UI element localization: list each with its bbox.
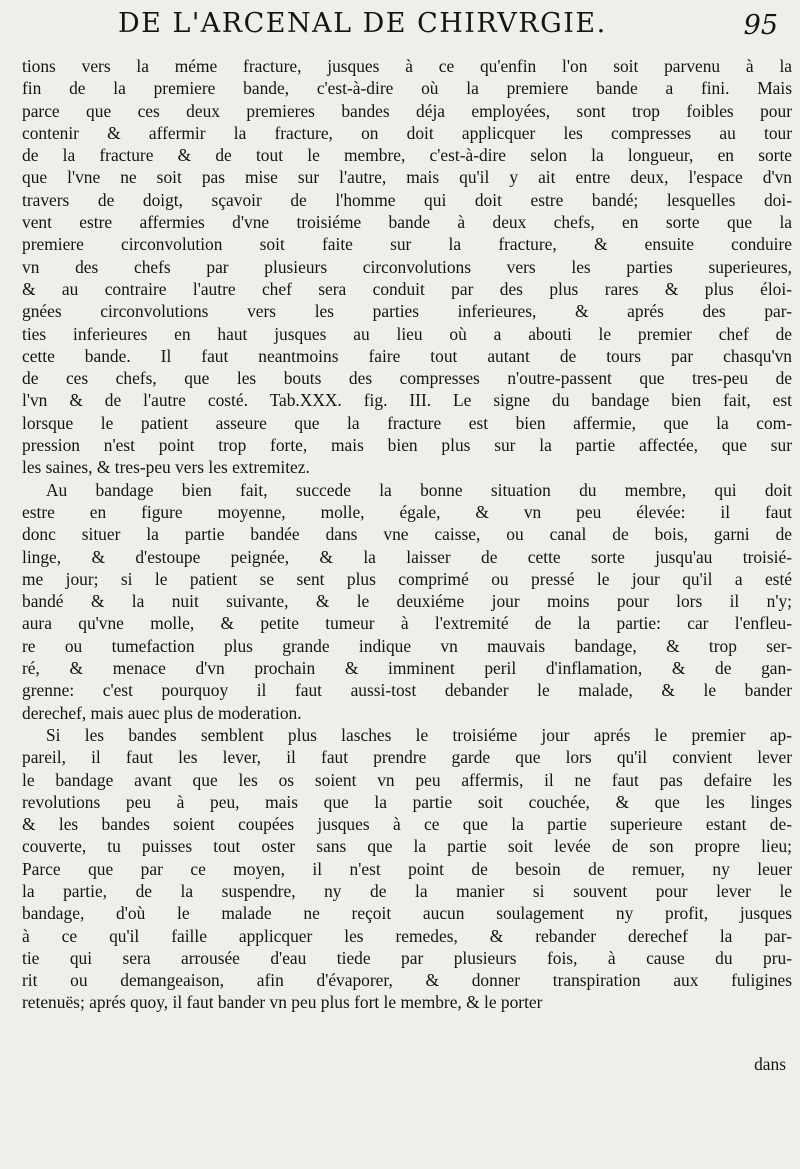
text-line: Parce que par ce moyen, il n'est point de besoin de remuer, ny leuer xyxy=(22,858,792,879)
text-line: pareil, il faut les lever, il faut prendre garde que lors qu'il convient lever xyxy=(22,747,792,768)
text-line: lorsque le patient asseure que la fracture est bien affermie, que la com- xyxy=(22,412,792,433)
text-line: estre en figure moyenne, molle, égale, & vn peu élevée: il faut xyxy=(22,501,792,522)
text-line: tions vers la méme fracture, jusques à ce qu'enfin l'on soit parvenu à la xyxy=(22,56,792,76)
text-line: aura qu'vne molle, & petite tumeur à l'extremité de la partie: car l'enfleu- xyxy=(22,613,792,634)
text-line: & les bandes soient coupées jusques à ce que la partie superieure estant de- xyxy=(22,814,792,835)
text-line: fin de la premiere bande, c'est-à-dire où la premiere bande a fini. Mais xyxy=(22,78,792,99)
running-head xyxy=(0,8,800,48)
text-line: de la fracture & de tout le membre, c'est-à-dire selon la longueur, en sorte xyxy=(22,145,792,166)
text-line: re ou tumefaction plus grande indique vn mauvais bandage, & trop ser- xyxy=(22,635,792,656)
text-line: premiere circonvolution soit faite sur la fracture, & ensuite conduire xyxy=(22,234,792,255)
text-line: pression n'est point trop forte, mais bien plus sur la partie affectée, que sur xyxy=(22,435,792,456)
text-line: me jour; si le patient se sent plus comprimé ou pressé le jour qu'il a esté xyxy=(22,568,792,589)
text-line: bandage, d'où le malade ne reçoit aucun soulagement ny profit, jusques xyxy=(22,903,792,924)
text-line: vent estre affermies d'vne troisiéme bande à deux chefs, en sorte que la xyxy=(22,212,792,233)
text-line: l'vn & de l'autre costé. Tab.XXX. fig. III. Le signe du bandage bien fait, est xyxy=(22,390,792,411)
text-line: couverte, tu puisses tout oster sans que la partie soit levée de son propre lieu; xyxy=(22,836,792,857)
text-line: donc situer la partie bandée dans vne caisse, ou canal de bois, garni de xyxy=(22,524,792,545)
text-line: les saines, & tres-peu vers les extremitez. xyxy=(22,457,310,478)
text-line: vn des chefs par plusieurs circonvolutions vers les parties superieures, xyxy=(22,256,792,277)
text-line: travers de doigt, sçavoir de l'homme qui doit estre bandé; lesquelles doi- xyxy=(22,189,792,210)
catchword: dans xyxy=(754,1054,786,1074)
text-line: derechef, mais auec plus de moderation. xyxy=(22,702,302,723)
text-line: bandé & la nuit suivante, & le deuxiéme jour moins pour lors il n'y; xyxy=(22,591,792,612)
text-line: ties inferieures en haut jusques au lieu où a abouti le premier chef de xyxy=(22,323,792,344)
text-line: la partie, de la suspendre, ny de la manier si souvent pour lever le xyxy=(22,880,792,901)
body-text xyxy=(22,55,792,1014)
paragraph xyxy=(22,479,792,724)
text-line: retenuës; aprés quoy, il faut bander vn peu plus fort le membre, & le porter xyxy=(22,992,543,1013)
text-line: Si les bandes semblent plus lasches le troisiéme jour aprés le premier ap- xyxy=(46,724,792,745)
text-line: gnées circonvolutions vers les parties inferieures, & aprés des par- xyxy=(22,301,792,322)
page-number: 95 xyxy=(743,10,778,41)
paragraph xyxy=(22,724,792,1014)
text-line: tie qui sera arrousée d'eau tiede par plusieurs fois, à cause du pru- xyxy=(22,947,792,968)
text-line: ré, & menace d'vn prochain & imminent peril d'inflamation, & de gan- xyxy=(22,658,792,679)
text-line: rit ou demangeaison, afin d'évaporer, & donner transpiration aux fuligines xyxy=(22,970,792,991)
text-line: contenir & affermir la fracture, on doit applicquer les compresses au tour xyxy=(22,122,792,143)
text-line: Au bandage bien fait, succede la bonne situation du membre, qui doit xyxy=(46,479,792,500)
text-line: & au contraire l'autre chef sera conduit par des plus rares & plus éloi- xyxy=(22,278,792,299)
running-title: DE L'ARCENAL DE CHIRVRGIE. xyxy=(118,8,607,39)
text-line: linge, & d'estoupe peignée, & la laisser de cette sorte jusqu'au troisié- xyxy=(22,546,792,567)
text-line: que l'vne ne soit pas mise sur l'autre, mais qu'il y ait entre deux, l'espace d'vn xyxy=(22,167,792,188)
text-line: à ce qu'il faille applicquer les remedes, & rebander derechef la par- xyxy=(22,925,792,946)
text-line: parce que ces deux premieres bandes déja employées, sont trop foibles pour xyxy=(22,100,792,121)
paragraph xyxy=(22,55,792,479)
text-line: de ces chefs, que les bouts des compresses n'outre-passent que tres-peu de xyxy=(22,368,792,389)
text-line: cette bande. Il faut neantmoins faire tout autant de tours par chasqu'vn xyxy=(22,345,792,366)
text-line: le bandage avant que les os soient vn peu affermis, il ne faut pas defaire les xyxy=(22,769,792,790)
text-line: grenne: c'est pourquoy il faut aussi-tost debander le malade, & le bander xyxy=(22,680,792,701)
text-line: revolutions peu à peu, mais que la partie soit couchée, & que les linges xyxy=(22,791,792,812)
